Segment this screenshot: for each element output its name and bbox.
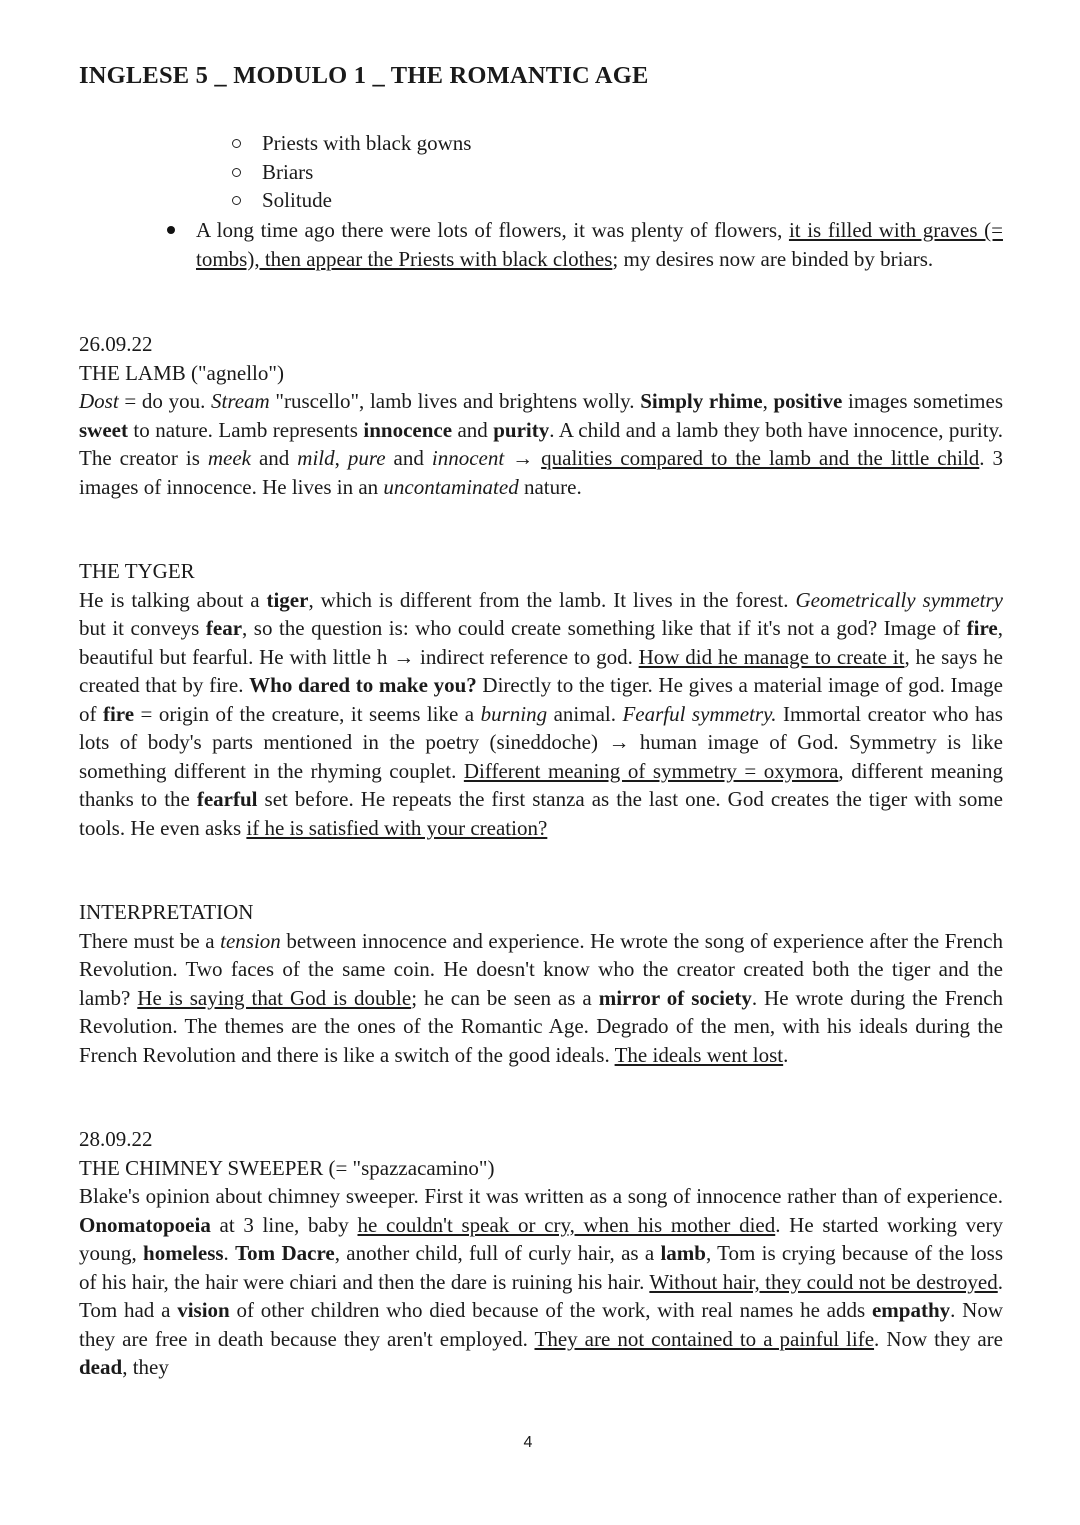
list-item: Priests with black gowns bbox=[262, 129, 471, 158]
section-body: There must be a tension between innocence and experience. He wrote the song of experience after the French Revolution. Two faces of the same coin. He doesn't know who the creator created both the tiger and the lamb? He is saying that God is double; he can be seen as a mirror of society. He wrote during the French Revolution. The themes are the ones of the Romantic Age. Degrado of the men, with his ideals during the French Revolution and there is like a switch of the good ideals. The ideals went lost. bbox=[79, 928, 1004, 1067]
section-title: INTERPRETATION bbox=[79, 900, 254, 924]
section-body: He is talking about a tiger, which is different from the lamb. It lives in the forest. Geometrically symmetry but it conveys fear, so the question is: who could create something like that if it's not a god? Image of fire, beautiful but fearful. He with little h → indirect reference to god. How did he manage to create it, he says he created that by fire. Who dared to make you? Directly to the tiger. He gives a material image of god. Image of fire = origin of the creature, it seems like a burning animal. Fearful symmetry. Immortal creator who has lots of body's parts mentioned in the poetry (sineddoche) → human image of God. Symmetry is like something different in the rhyming couplet. Different meaning of symmetry = oxymora, different meaning thanks to the fearful set before. He repeats the first stanza as the last one. God creates the tiger with some tools. He even asks if he is satisfied with your creation? bbox=[79, 587, 1004, 840]
section-body: Dost = do you. Stream "ruscello", lamb lives and brightens wolly. Simply rhime, positive images sometimes sweet to nature. Lamb represents innocence and purity. A child and a lamb they both have innocence, purity. The creator is meek and mild, pure and innocent → qualities compared to the lamb and the little child. 3 images of innocence. He lives in an uncontaminated nature. bbox=[79, 389, 1004, 499]
section-interpretation bbox=[79, 898, 1003, 1069]
section-date: 26.09.22 bbox=[79, 332, 153, 356]
section-body: Blake's opinion about chimney sweeper. First it was written as a song of innocence rather than of experience. Onomatopoeia at 3 line, baby he couldn't speak or cry, when his mother died. He started working very young, homeless. Tom Dacre, another child, full of curly hair, as a lamb, Tom is crying because of the loss of his hair, the hair were chiari and then the dare is ruining his hair. Without hair, they could not be destroyed. Tom had a vision of other children who died because of the work, with real names he adds empathy. Now they are free in death because they aren't employed. They are not contained to a painful life. Now they are dead, they bbox=[79, 1184, 1004, 1379]
section-title: THE CHIMNEY SWEEPER (= "spazzacamino") bbox=[79, 1155, 495, 1180]
page-number: 4 bbox=[523, 1434, 533, 1451]
page-title: INGLESE 5 _ MODULO 1 _ THE ROMANTIC AGE bbox=[79, 62, 649, 89]
section-title: THE LAMB ("agnello") bbox=[79, 360, 284, 385]
list-item: Solitude bbox=[262, 186, 471, 215]
list-item: Briars bbox=[262, 158, 471, 187]
sub-list bbox=[262, 129, 471, 215]
section-tyger bbox=[79, 557, 1003, 842]
section-chimney-sweeper bbox=[79, 1125, 1003, 1382]
section-lamb bbox=[79, 330, 1003, 501]
section-date: 28.09.22 bbox=[79, 1127, 153, 1151]
section-title: THE TYGER bbox=[79, 559, 195, 583]
bullet-paragraph: A long time ago there were lots of flowers, it was plenty of flowers, it is filled with graves (= tombs), then appear the Priests with black clothes; my desires now are binded by briars. bbox=[196, 216, 1003, 273]
